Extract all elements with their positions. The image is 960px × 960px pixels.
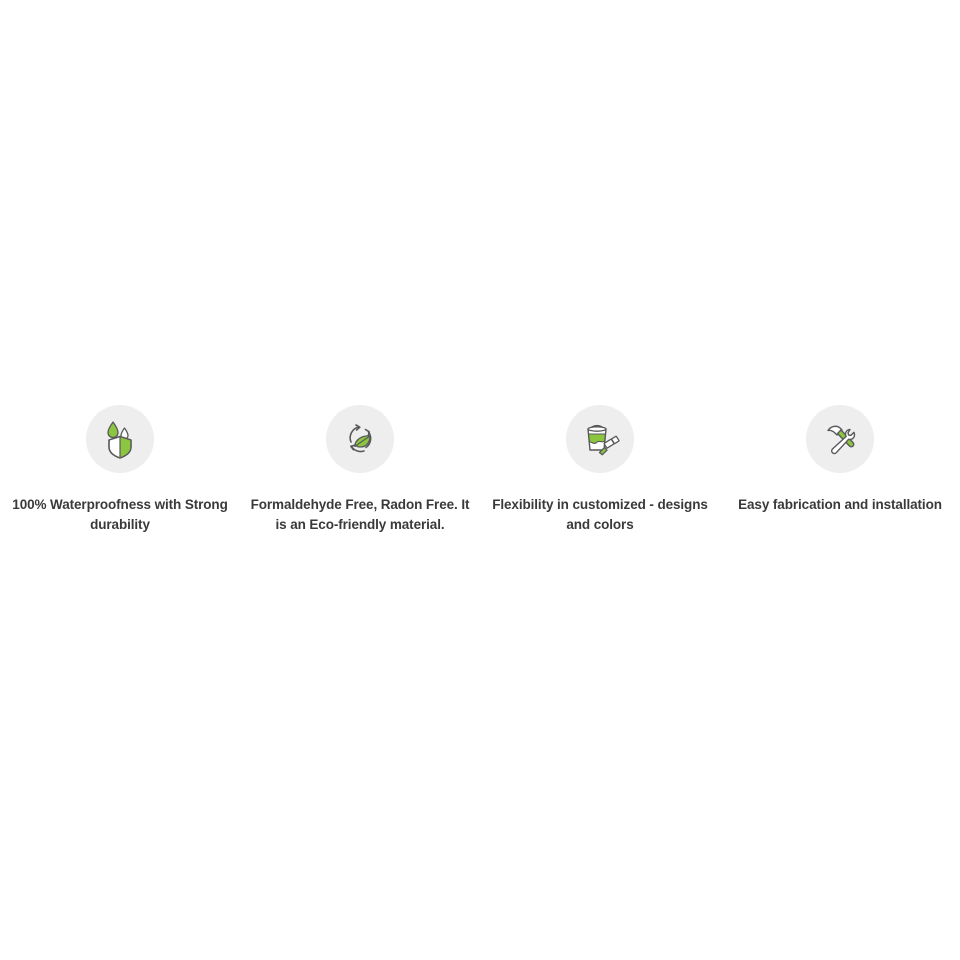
feature-item-flexibility (480, 405, 720, 534)
feature-caption: 100% Waterproofness with Strong durability (12, 497, 228, 532)
feature-item-eco (240, 405, 480, 534)
feature-item-fabrication (720, 405, 960, 515)
feature-caption: Formaldehyde Free, Radon Free. It is an Eco-friendly material. (250, 497, 470, 532)
paint-bucket-brush-icon (566, 405, 634, 473)
feature-item-waterproof (0, 405, 240, 534)
hammer-wrench-tools-icon (806, 405, 874, 473)
feature-caption: Flexibility in customized - designs and colors (492, 497, 708, 532)
waterproof-shield-icon (86, 405, 154, 473)
feature-caption: Easy fabrication and installation (738, 497, 942, 512)
features-row (0, 405, 960, 534)
eco-recycle-leaf-icon (326, 405, 394, 473)
